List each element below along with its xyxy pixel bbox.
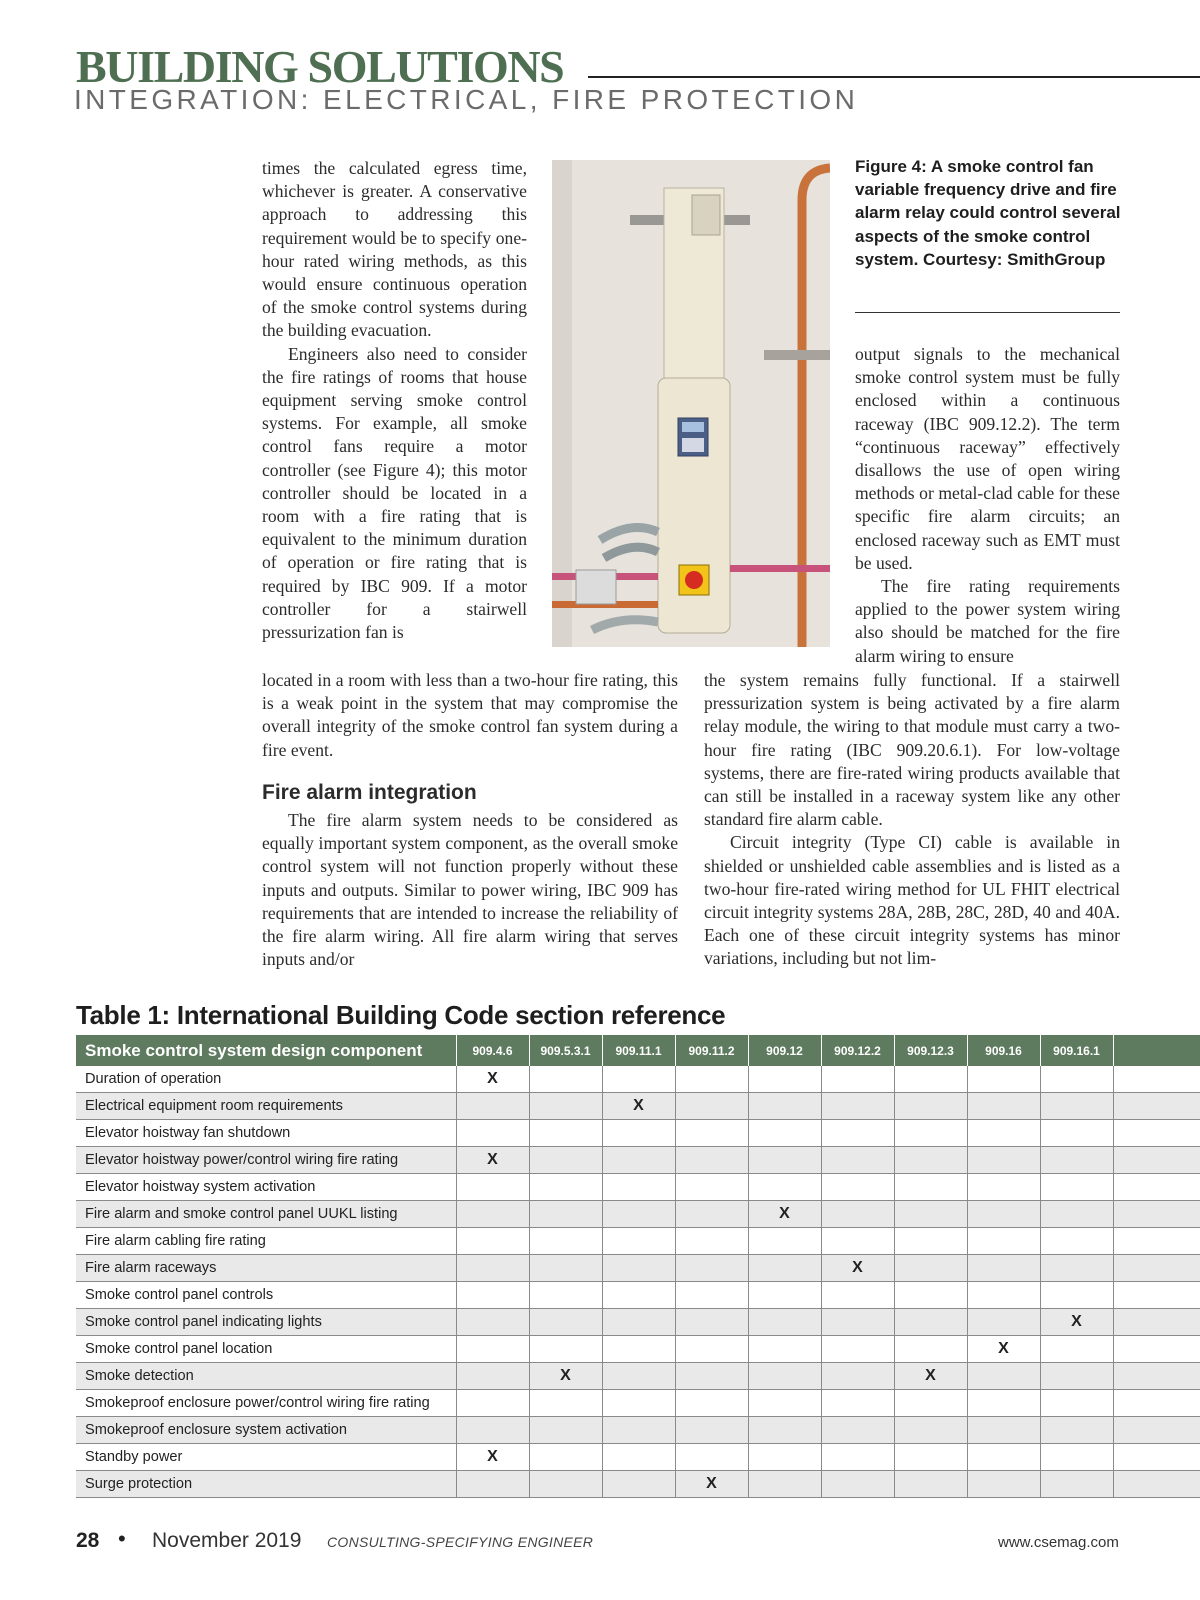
table-cell (894, 1417, 967, 1444)
table-cell (675, 1444, 748, 1471)
table-header-code: 909.12 (748, 1035, 821, 1066)
table-cell (894, 1336, 967, 1363)
table-cell (967, 1093, 1040, 1120)
publication-name: CONSULTING-SPECIFYING ENGINEER (327, 1534, 594, 1550)
table-cell (748, 1174, 821, 1201)
row-label: Fire alarm raceways (76, 1255, 456, 1282)
table-cell (1040, 1066, 1113, 1093)
paragraph: the system remains fully functional. If a stairwell pressurization system is being activated by a fire alarm relay module, the wiring to that module must carry a two-hour fire rating (IBC 909.20.6.1). For low-voltage systems, there are fire-rated wiring products available that can still be installed in a raceway system like any other standard fire alarm cable. (704, 670, 1120, 830)
row-label: Smokeproof enclosure power/control wiring fire rating (76, 1390, 456, 1417)
table-cell (529, 1471, 602, 1498)
table-cell (821, 1471, 894, 1498)
table-header-code: 909.11.2 (675, 1035, 748, 1066)
table-cell: X (456, 1147, 529, 1174)
table-cell (894, 1255, 967, 1282)
table-cell (456, 1336, 529, 1363)
table-row (76, 1255, 1200, 1282)
table-row (76, 1444, 1200, 1471)
table-cell (456, 1309, 529, 1336)
table-cell (456, 1201, 529, 1228)
table-cell (456, 1120, 529, 1147)
table-cell (821, 1066, 894, 1093)
table-cell (456, 1390, 529, 1417)
table-cell (529, 1120, 602, 1147)
row-label: Smoke control panel location (76, 1336, 456, 1363)
table-cell (529, 1174, 602, 1201)
article-column-right-upper (855, 343, 1120, 668)
table-cell (1040, 1228, 1113, 1255)
section-title: BUILDING SOLUTIONS (76, 41, 564, 92)
table-row (76, 1066, 1200, 1093)
table-cell (894, 1066, 967, 1093)
table-cell (529, 1282, 602, 1309)
table-cell (602, 1309, 675, 1336)
table-cell (894, 1228, 967, 1255)
table-cell-empty (1113, 1174, 1200, 1201)
header-rule (588, 76, 1200, 78)
table-cell (748, 1255, 821, 1282)
table-cell (456, 1282, 529, 1309)
table-cell (602, 1417, 675, 1444)
table-cell (821, 1228, 894, 1255)
row-label: Smoke control panel controls (76, 1282, 456, 1309)
table-cell: X (894, 1363, 967, 1390)
website-url: www.csemag.com (998, 1534, 1119, 1551)
table (76, 1035, 1200, 1498)
table-cell (748, 1444, 821, 1471)
footer-bullet: • (118, 1526, 126, 1551)
table-cell (894, 1471, 967, 1498)
table-cell (602, 1282, 675, 1309)
row-label: Smoke control panel indicating lights (76, 1309, 456, 1336)
table-cell: X (967, 1336, 1040, 1363)
table-cell (821, 1444, 894, 1471)
table-row (76, 1174, 1200, 1201)
table-cell (748, 1309, 821, 1336)
table-cell (748, 1147, 821, 1174)
table-row (76, 1228, 1200, 1255)
paragraph: The fire rating requirements applied to the power system wiring also should be matched for the fire alarm wiring to ensure (855, 576, 1120, 666)
article-column-left-lower (262, 669, 678, 762)
table-cell (602, 1066, 675, 1093)
paragraph: output signals to the mechanical smoke control system must be fully enclosed within a continuous raceway (IBC 909.12.2). The term “continuous raceway” effectively disallows the use of open wiring methods or metal-clad cable for these specific fire alarm circuits; an enclosed raceway such as EMT must be used. (855, 344, 1120, 573)
table-cell (967, 1363, 1040, 1390)
table-cell (967, 1390, 1040, 1417)
table-row (76, 1147, 1200, 1174)
table-cell (967, 1444, 1040, 1471)
table-cell (894, 1309, 967, 1336)
table-cell (821, 1282, 894, 1309)
table-cell (675, 1120, 748, 1147)
table-cell (967, 1147, 1040, 1174)
row-label: Smoke detection (76, 1363, 456, 1390)
table-cell (967, 1282, 1040, 1309)
subsection-heading: Fire alarm integration (262, 781, 477, 804)
table-cell (821, 1147, 894, 1174)
table-header-code: 909.12.3 (894, 1035, 967, 1066)
table-cell (456, 1255, 529, 1282)
table-cell (456, 1093, 529, 1120)
figure-caption: Figure 4: A smoke control fan variable frequency drive and fire alarm relay could control several aspects of the smoke control system. Courtesy: SmithGroup (855, 157, 1121, 269)
table-cell-empty (1113, 1390, 1200, 1417)
table-header-code: 909.5.3.1 (529, 1035, 602, 1066)
table-cell (602, 1444, 675, 1471)
table-cell (748, 1066, 821, 1093)
table-header-code: 909.4.6 (456, 1035, 529, 1066)
table-cell (529, 1228, 602, 1255)
table-cell (675, 1174, 748, 1201)
table-cell (529, 1093, 602, 1120)
table-cell (602, 1147, 675, 1174)
table-cell (529, 1309, 602, 1336)
table-cell (821, 1417, 894, 1444)
row-label: Standby power (76, 1444, 456, 1471)
row-label: Elevator hoistway system activation (76, 1174, 456, 1201)
table-cell: X (456, 1444, 529, 1471)
table-cell (967, 1201, 1040, 1228)
table-cell (675, 1309, 748, 1336)
table-header-code: 909.12.2 (821, 1035, 894, 1066)
table-cell: X (748, 1201, 821, 1228)
table-cell (967, 1228, 1040, 1255)
table-cell (748, 1471, 821, 1498)
table-cell (894, 1282, 967, 1309)
paragraph: Circuit integrity (Type CI) cable is available in shielded or unshielded cable assemblies and is listed as a two-hour fire-rated wiring method for UL FHIT electrical circuit integrity systems 28A, 28B, 28C, 28D, 40 and 40A. Each one of these circuit integrity systems has minor variations, including but not lim- (704, 832, 1120, 969)
table-cell (456, 1417, 529, 1444)
table-cell (967, 1174, 1040, 1201)
table-header-empty (1113, 1035, 1200, 1066)
row-label: Fire alarm and smoke control panel UUKL listing (76, 1201, 456, 1228)
table-cell (602, 1255, 675, 1282)
row-label: Electrical equipment room requirements (76, 1093, 456, 1120)
table-cell (602, 1120, 675, 1147)
table-row (76, 1471, 1200, 1498)
table-cell (529, 1390, 602, 1417)
table-cell-empty (1113, 1417, 1200, 1444)
table-cell (675, 1417, 748, 1444)
table-cell (748, 1417, 821, 1444)
table-cell (602, 1471, 675, 1498)
table-cell-empty (1113, 1336, 1200, 1363)
table-cell-empty (1113, 1147, 1200, 1174)
table-cell: X (529, 1363, 602, 1390)
table-cell (748, 1282, 821, 1309)
vfd-photo-illustration (552, 160, 830, 647)
table-cell-empty (1113, 1255, 1200, 1282)
table-cell (456, 1363, 529, 1390)
table-cell-empty (1113, 1309, 1200, 1336)
table-cell (675, 1390, 748, 1417)
caption-rule (855, 312, 1120, 313)
table-cell (894, 1120, 967, 1147)
row-label: Fire alarm cabling fire rating (76, 1228, 456, 1255)
table-cell (1040, 1255, 1113, 1282)
table-cell (894, 1444, 967, 1471)
table-cell (602, 1336, 675, 1363)
table-row (76, 1336, 1200, 1363)
table-cell (1040, 1147, 1113, 1174)
table-cell (529, 1201, 602, 1228)
table-cell (675, 1363, 748, 1390)
table-cell (675, 1336, 748, 1363)
table-cell (748, 1120, 821, 1147)
row-label: Smokeproof enclosure system activation (76, 1417, 456, 1444)
table-cell (1040, 1120, 1113, 1147)
table-cell (894, 1390, 967, 1417)
table-cell (967, 1309, 1040, 1336)
table-cell (748, 1228, 821, 1255)
table-cell (821, 1120, 894, 1147)
table-cell-empty (1113, 1363, 1200, 1390)
table-cell-empty (1113, 1228, 1200, 1255)
table-cell (1040, 1201, 1113, 1228)
table-cell: X (1040, 1309, 1113, 1336)
table-row (76, 1363, 1200, 1390)
table-cell (529, 1417, 602, 1444)
table-cell (602, 1174, 675, 1201)
table-cell (821, 1363, 894, 1390)
issue-date: November 2019 (152, 1529, 302, 1552)
table-cell (1040, 1363, 1113, 1390)
table-cell-empty (1113, 1120, 1200, 1147)
table-cell (529, 1147, 602, 1174)
table-cell-empty (1113, 1282, 1200, 1309)
paragraph: times the calculated egress time, whichever is greater. A conservative approach to addressing this requirement would be to specify one-hour rated wiring methods, as this would ensure continuous operation of the smoke control systems during the building evacuation. (262, 158, 527, 341)
table-cell (529, 1336, 602, 1363)
paragraph: located in a room with less than a two-hour fire rating, this is a weak point in the system that may compromise the overall integrity of the smoke control fan system during a fire event. (262, 670, 678, 760)
table-cell (894, 1201, 967, 1228)
ibc-reference-table (76, 1035, 1200, 1498)
table-cell (821, 1093, 894, 1120)
article-column-right-lower (704, 669, 1120, 971)
table-cell (748, 1093, 821, 1120)
table-cell (529, 1066, 602, 1093)
table-row (76, 1309, 1200, 1336)
table-cell (894, 1174, 967, 1201)
figure-photo (552, 160, 830, 647)
table-cell (1040, 1174, 1113, 1201)
article-column-left-bottom (262, 809, 678, 971)
table-cell (821, 1390, 894, 1417)
article-column-left-upper (262, 157, 527, 644)
row-label: Elevator hoistway fan shutdown (76, 1120, 456, 1147)
row-label: Surge protection (76, 1471, 456, 1498)
table-header-code: 909.16 (967, 1035, 1040, 1066)
table-row (76, 1417, 1200, 1444)
table-cell (894, 1147, 967, 1174)
table-cell (602, 1390, 675, 1417)
table-header-code: 909.16.1 (1040, 1035, 1113, 1066)
table-cell (675, 1147, 748, 1174)
table-cell (748, 1336, 821, 1363)
table-cell (1040, 1093, 1113, 1120)
table-cell (967, 1417, 1040, 1444)
table-header-code: 909.11.1 (602, 1035, 675, 1066)
table-cell (675, 1201, 748, 1228)
table-cell (456, 1174, 529, 1201)
table-cell (748, 1390, 821, 1417)
table-cell (967, 1255, 1040, 1282)
table-cell (529, 1255, 602, 1282)
page-number: 28 (76, 1529, 100, 1552)
table-cell (821, 1309, 894, 1336)
table-cell (821, 1336, 894, 1363)
table-cell (675, 1228, 748, 1255)
table-cell (675, 1255, 748, 1282)
table-cell (602, 1201, 675, 1228)
table-row (76, 1390, 1200, 1417)
table-cell-empty (1113, 1066, 1200, 1093)
table-cell (675, 1093, 748, 1120)
table-cell (602, 1228, 675, 1255)
row-label: Duration of operation (76, 1066, 456, 1093)
table-cell (748, 1363, 821, 1390)
table-cell (967, 1471, 1040, 1498)
table-cell-empty (1113, 1444, 1200, 1471)
table-title: Table 1: International Building Code section reference (76, 1000, 726, 1030)
table-row (76, 1201, 1200, 1228)
table-cell (1040, 1444, 1113, 1471)
paragraph: Engineers also need to consider the fire ratings of rooms that house equipment serving smoke control systems. For example, all smoke control fans require a motor controller (see Figure 4); this motor controller should be located in a room with a fire rating that is equivalent to the minimum duration of operation or fire rating that is required by IBC 909. If a motor controller for a stairwell pressurization fan is (262, 343, 527, 643)
table-cell: X (675, 1471, 748, 1498)
table-cell (894, 1093, 967, 1120)
table-header-row (76, 1035, 1200, 1066)
table-row (76, 1120, 1200, 1147)
table-cell: X (821, 1255, 894, 1282)
table-cell (675, 1066, 748, 1093)
table-cell (821, 1174, 894, 1201)
table-cell (675, 1282, 748, 1309)
table-cell-empty (1113, 1093, 1200, 1120)
table-cell (1040, 1417, 1113, 1444)
table-cell-empty (1113, 1471, 1200, 1498)
table-cell (456, 1471, 529, 1498)
table-cell (529, 1444, 602, 1471)
table-cell (1040, 1336, 1113, 1363)
table-cell (1040, 1282, 1113, 1309)
table-cell (1040, 1471, 1113, 1498)
table-cell: X (602, 1093, 675, 1120)
table-cell (967, 1066, 1040, 1093)
section-subtitle: INTEGRATION: ELECTRICAL, FIRE PROTECTION (74, 84, 859, 115)
table-row (76, 1282, 1200, 1309)
table-cell (821, 1201, 894, 1228)
table-cell (967, 1120, 1040, 1147)
table-header-component: Smoke control system design component (76, 1035, 456, 1066)
table-row (76, 1093, 1200, 1120)
table-cell (456, 1228, 529, 1255)
paragraph: The fire alarm system needs to be considered as equally important system component, as the overall smoke control system will not function properly without these inputs and outputs. Similar to power wiring, IBC 909 has requirements that are intended to increase the reliability of the fire alarm wiring. All fire alarm wiring that serves inputs and/or (262, 810, 678, 970)
row-label: Elevator hoistway power/control wiring fire rating (76, 1147, 456, 1174)
table-cell: X (456, 1066, 529, 1093)
table-cell (602, 1363, 675, 1390)
table-cell (1040, 1390, 1113, 1417)
table-cell-empty (1113, 1201, 1200, 1228)
